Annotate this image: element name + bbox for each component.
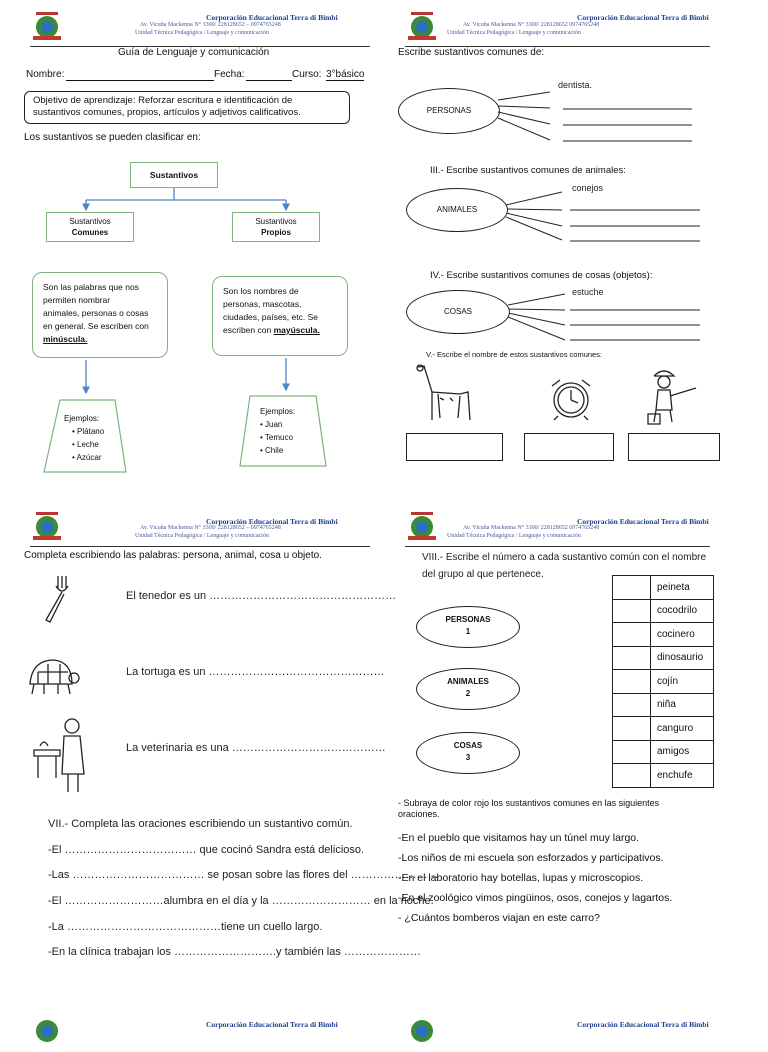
section-8-title-line2: del grupo al que pertenece. (422, 569, 544, 580)
proper-examples: Ejemplos: • Juan • Temuco • Chile (260, 407, 296, 455)
table-row (613, 717, 714, 741)
section-3-title: III.- Escribe sustantivos comunes de animales: (430, 165, 626, 176)
sentence-veterinarian: La veterinaria es una …………………………………… (126, 742, 386, 754)
underline-sentence-1: -En el pueblo que visitamos hay un túnel muy largo. (398, 832, 640, 844)
word-cell: amigos (651, 740, 714, 764)
page-title: Guía de Lenguaje y comunicación (118, 47, 270, 58)
institution-address: Av. Vicuña Mackenna N° 3300/ 228128652 0974765248 (463, 22, 600, 28)
table-row (613, 623, 714, 647)
school-logo-icon (405, 1014, 439, 1048)
section-7-title: VII.- Completa las oraciones escribiendo un sustantivo común. (48, 818, 353, 830)
word-cell: niña (651, 693, 714, 717)
page-header (405, 1012, 710, 1052)
table-row (613, 670, 714, 694)
page-header (30, 508, 370, 548)
completion-sentence-5: -En la clínica trabajan los ……………………….y también las ………………… (48, 946, 421, 958)
institution-name: Corporación Educacional Terra di Bimbi (206, 13, 338, 22)
underline-instruction-line1: - Subraya de color rojo los sustantivos comunes en las siguientes (398, 798, 660, 808)
underline-instruction-line2: oraciones. (398, 809, 440, 819)
page-header (30, 1012, 370, 1052)
word-cell: canguro (651, 717, 714, 741)
number-cell[interactable] (613, 764, 651, 788)
course-value: 3°básico (326, 69, 365, 80)
completion-sentence-3: -El ………………………alumbra en el día y la ……………………… en la noche. (48, 895, 434, 907)
alarm-clock-icon (546, 376, 596, 422)
number-cell[interactable] (613, 693, 651, 717)
common-examples: Ejemplos: • Plátano • Leche • Azúcar (64, 414, 105, 462)
underline-sentence-5: - ¿Cuántos bomberos viajan en este carro? (398, 912, 600, 924)
institution-name: Corporación Educacional Terra di Bimbi (577, 1020, 709, 1029)
word-cell: cojín (651, 670, 714, 694)
date-label: Fecha: (214, 69, 245, 80)
firefighter-icon (640, 366, 700, 426)
institution-name: Corporación Educacional Terra di Bimbi (206, 517, 338, 526)
school-logo-icon (30, 1014, 64, 1048)
learning-objective: Objetivo de aprendizaje: Reforzar escritura e identificación de sustantivos comunes, propios, artículos y adjetivos calificativos. (24, 91, 350, 124)
classify-intro: Los sustantivos se pueden clasificar en: (24, 132, 201, 143)
common-node: Sustantivos Comunes (46, 212, 134, 242)
institution-name: Corporación Educacional Terra di Bimbi (206, 1020, 338, 1029)
group-animales-oval: ANIMALES 2 (416, 668, 520, 710)
underline-sentence-3: -En el laboratorio hay botellas, lupas y microscopios. (398, 872, 644, 884)
number-cell[interactable] (613, 646, 651, 670)
course-label: Curso: (292, 69, 322, 80)
word-cell: enchufe (651, 764, 714, 788)
institution-unit: Unidad Técnica Pedagógica / Lenguaje y comunicación (447, 533, 581, 539)
proper-node: Sustantivos Propios (232, 212, 320, 242)
number-cell[interactable] (613, 623, 651, 647)
word-number-table (612, 575, 714, 788)
number-cell[interactable] (613, 740, 651, 764)
group-cosas-oval: COSAS 3 (416, 732, 520, 774)
page2-title: Escribe sustantivos comunes de: (398, 47, 545, 58)
sentence-fork: El tenedor es un …………………………………………… (126, 590, 397, 602)
completion-sentence-1: -El ……………………………… que cocinó Sandra está delicioso. (48, 844, 365, 856)
word-cell: peineta (651, 576, 714, 600)
cosas-example: estuche (572, 287, 604, 297)
veterinarian-icon (30, 716, 90, 794)
giraffe-icon (410, 362, 480, 422)
institution-unit: Unidad Técnica Pedagógica / Lenguaje y comunicación (135, 533, 269, 539)
word-cell: dinosaurio (651, 646, 714, 670)
section-8-title-line1: VIII.- Escribe el número a cada sustantivo común con el nombre (422, 552, 707, 563)
section-5-title: V.- Escribe el nombre de estos sustantivos comunes: (426, 350, 603, 359)
cosas-oval: COSAS (406, 290, 510, 334)
animales-oval: ANIMALES (406, 188, 508, 232)
word-cell: cocodrilo (651, 599, 714, 623)
answer-box-firefighter[interactable] (628, 433, 720, 461)
animales-example: conejos (572, 183, 604, 193)
institution-name: Corporación Educacional Terra di Bimbi (577, 517, 709, 526)
word-cell: cocinero (651, 623, 714, 647)
number-cell[interactable] (613, 717, 651, 741)
group-personas-oval: PERSONAS 1 (416, 606, 520, 648)
table-row (613, 693, 714, 717)
completion-sentence-2: -Las ……………………………… se posan sobre las flores del …………………… (48, 869, 439, 881)
common-definition: Son las palabras que nos permiten nombrar animales, personas o cosas en general. Se escriben con minúscula. (32, 272, 168, 358)
underline-sentence-4: -En el zoológico vimos pingüinos, osos, conejos y lagartos. (398, 892, 673, 904)
root-node: Sustantivos (130, 162, 218, 188)
institution-address: Av. Vicuña Mackenna N° 3300/ 228128652 0974765248 (463, 525, 600, 531)
page3-title: Completa escribiendo las palabras: persona, animal, cosa u objeto. (24, 550, 322, 561)
institution-unit: Unidad Técnica Pedagógica / Lenguaje y comunicación (447, 30, 581, 36)
institution-name: Corporación Educacional Terra di Bimbi (577, 13, 709, 22)
section-4-title: IV.- Escribe sustantivos comunes de cosas (objetos): (430, 270, 653, 281)
proper-definition: Son los nombres de personas, mascotas, ciudades, países, etc. Se escriben con mayúscula. (212, 276, 348, 356)
number-cell[interactable] (613, 576, 651, 600)
turtle-icon (24, 656, 80, 700)
answer-box-giraffe[interactable] (406, 433, 503, 461)
number-cell[interactable] (613, 670, 651, 694)
sentence-turtle: La tortuga es un ………………………………………… (126, 666, 385, 678)
personas-oval: PERSONAS (398, 88, 500, 134)
personas-example: dentista. (558, 80, 593, 90)
institution-unit: Unidad Técnica Pedagógica / Lenguaje y comunicación (135, 30, 269, 36)
table-row (613, 576, 714, 600)
completion-sentence-4: -La ……………………………………tiene un cuello largo. (48, 921, 323, 933)
name-label: Nombre: (26, 69, 65, 80)
answer-box-clock[interactable] (524, 433, 614, 461)
school-logo-icon (30, 510, 64, 544)
fork-icon (40, 574, 70, 624)
table-row (613, 740, 714, 764)
school-logo-icon (405, 510, 439, 544)
page-header (405, 508, 710, 548)
table-row (613, 599, 714, 623)
table-row (613, 646, 714, 670)
institution-address: Av. Vicuña Mackenna N° 3300/ 228128652 – 0974765248 (140, 22, 281, 28)
number-cell[interactable] (613, 599, 651, 623)
table-row (613, 764, 714, 788)
institution-address: Av. Vicuña Mackenna N° 3300/ 228128652 – 0974765248 (140, 525, 281, 531)
underline-sentence-2: -Los niños de mi escuela son esforzados y participativos. (398, 852, 664, 864)
